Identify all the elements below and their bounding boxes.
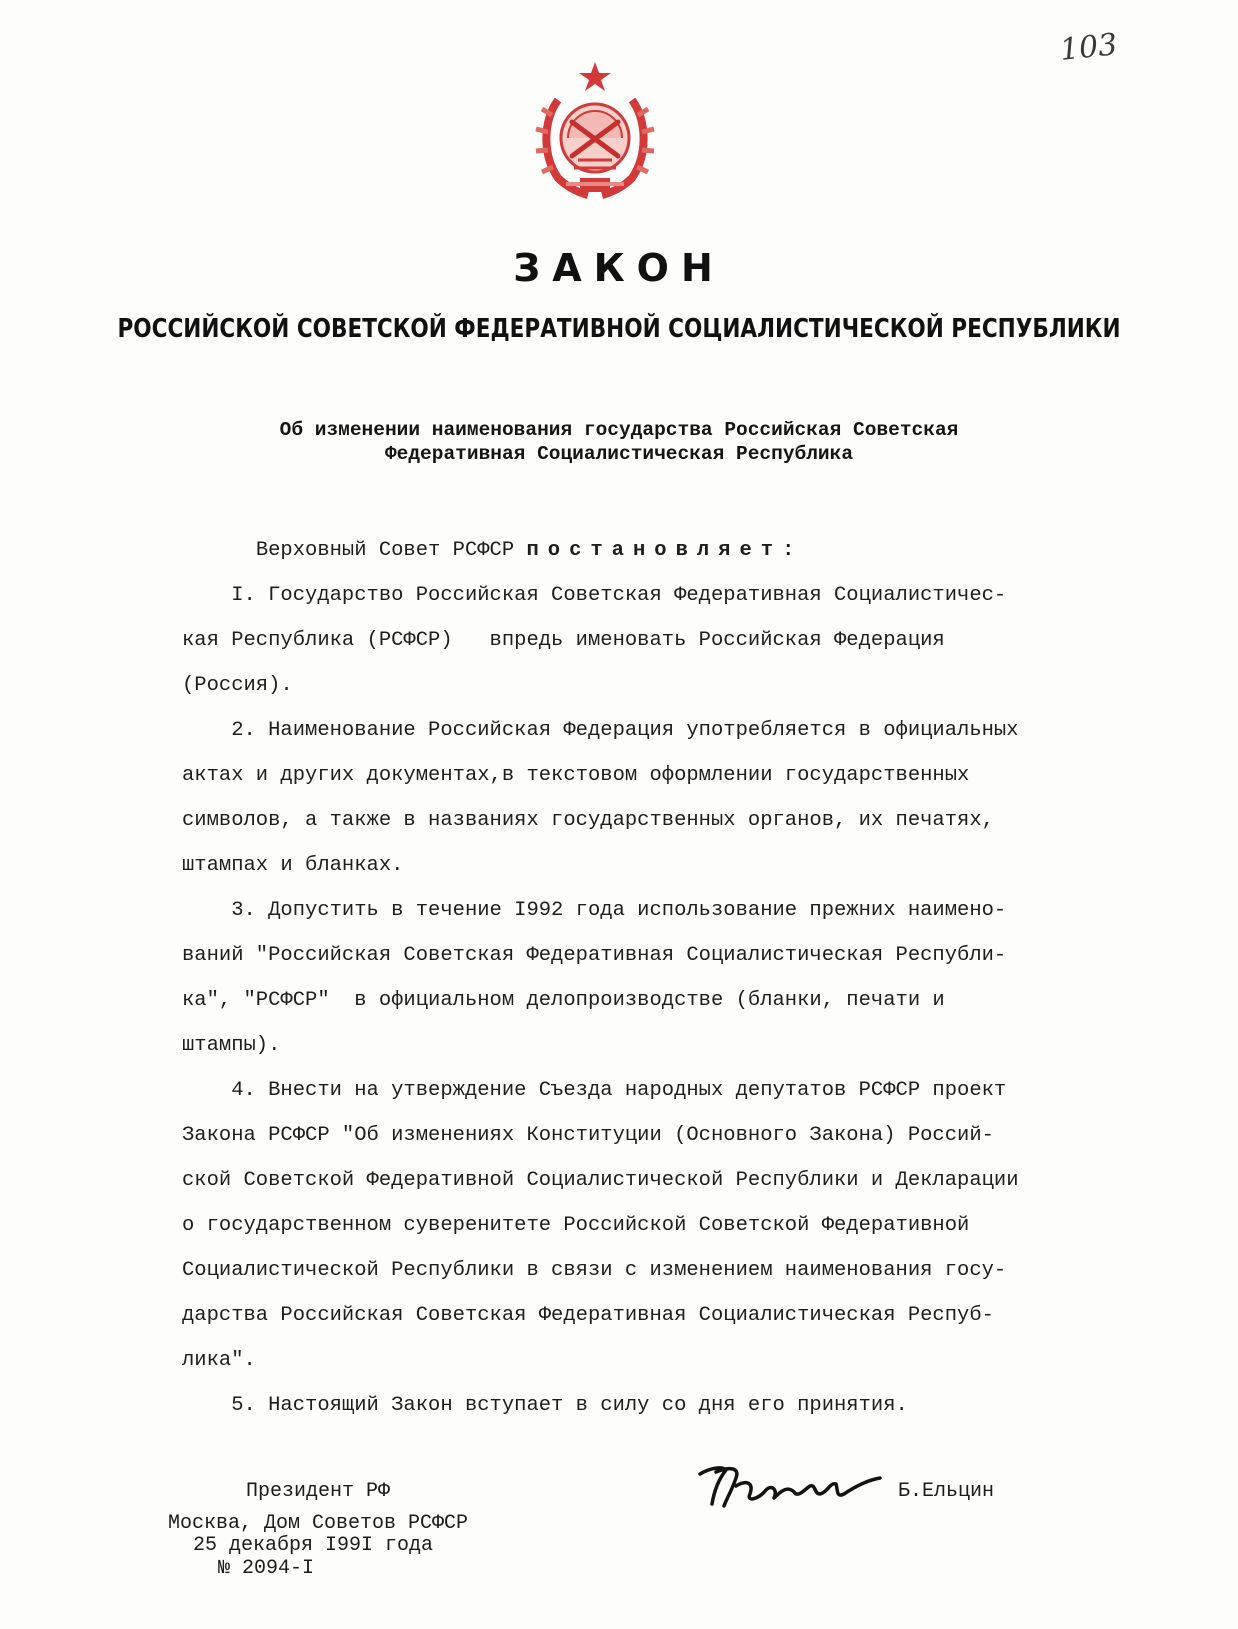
body-line: дарства Российская Советская Федеративная Социалистическая Респуб- xyxy=(182,1304,994,1327)
preamble-verb: постановляет: xyxy=(526,539,804,562)
date-of-signing: 25 декабря I99I года xyxy=(193,1534,434,1557)
body-line: лика". xyxy=(182,1349,256,1372)
body-line: 4. Внести на утверждение Съезда народных депутатов РСФСР проект xyxy=(182,1079,1007,1102)
handwritten-signature-icon xyxy=(696,1460,882,1512)
body-line: 5. Настоящий Закон вступает в силу со дня его принятия. xyxy=(182,1394,908,1417)
body-line: актах и других документах,в текстовом оформлении государственных xyxy=(182,764,970,787)
body-line: ка", "РСФСР" в официальном делопроизводстве (бланки, печати и xyxy=(182,989,945,1012)
body-line: штампах и бланках. xyxy=(182,854,404,877)
body-line: 3. Допустить в течение I992 года использование прежних наимено- xyxy=(182,899,1007,922)
law-name-line: Об изменении наименования государства Российская Советская xyxy=(279,419,959,441)
page-number: 103 xyxy=(1058,27,1119,68)
law-name-line: Федеративная Социалистическая Республика xyxy=(384,443,854,465)
body-line: ской Советской Федеративной Социалистической Республики и Декларации xyxy=(182,1169,1019,1192)
body-line: 2. Наименование Российская Федерация употребляется в официальных xyxy=(182,719,1019,742)
body-line: штампы). xyxy=(182,1034,281,1057)
body-line: I. Государство Российская Советская Федеративная Социалистичес- xyxy=(182,584,1007,607)
body-line: ваний "Российская Советская Федеративная Социалистическая Республи- xyxy=(182,944,1007,967)
place-of-signing: Москва, Дом Советов РСФСР xyxy=(168,1512,469,1535)
signatory-name: Б.Ельцин xyxy=(898,1480,995,1503)
body-line: Социалистической Республики в связи с изменением наименования госу- xyxy=(182,1259,1007,1282)
body-line: кая Республика (РСФСР) впредь именовать Российская Федерация xyxy=(182,629,945,652)
body-line: (Россия). xyxy=(182,674,293,697)
law-number: № 2094-I xyxy=(218,1557,315,1580)
body-line: Закона РСФСР "Об изменениях Конституции (Основного Закона) Россий- xyxy=(182,1124,994,1147)
body-line: о государственном суверенитете Российской Советской Федеративной xyxy=(182,1214,970,1237)
document-title: ЗАКОН xyxy=(513,246,725,290)
signatory-title: Президент РФ xyxy=(246,1480,391,1503)
preamble-lead: Верховный Совет РСФСР xyxy=(255,539,527,562)
body-line: символов, а также в названиях государственных органов, их печатях, xyxy=(182,809,994,832)
document-subtitle: РОССИЙСКОЙ СОВЕТСКОЙ ФЕДЕРАТИВНОЙ СОЦИАЛИСТИЧЕСКОЙ РЕСПУБЛИКИ xyxy=(117,314,1121,344)
